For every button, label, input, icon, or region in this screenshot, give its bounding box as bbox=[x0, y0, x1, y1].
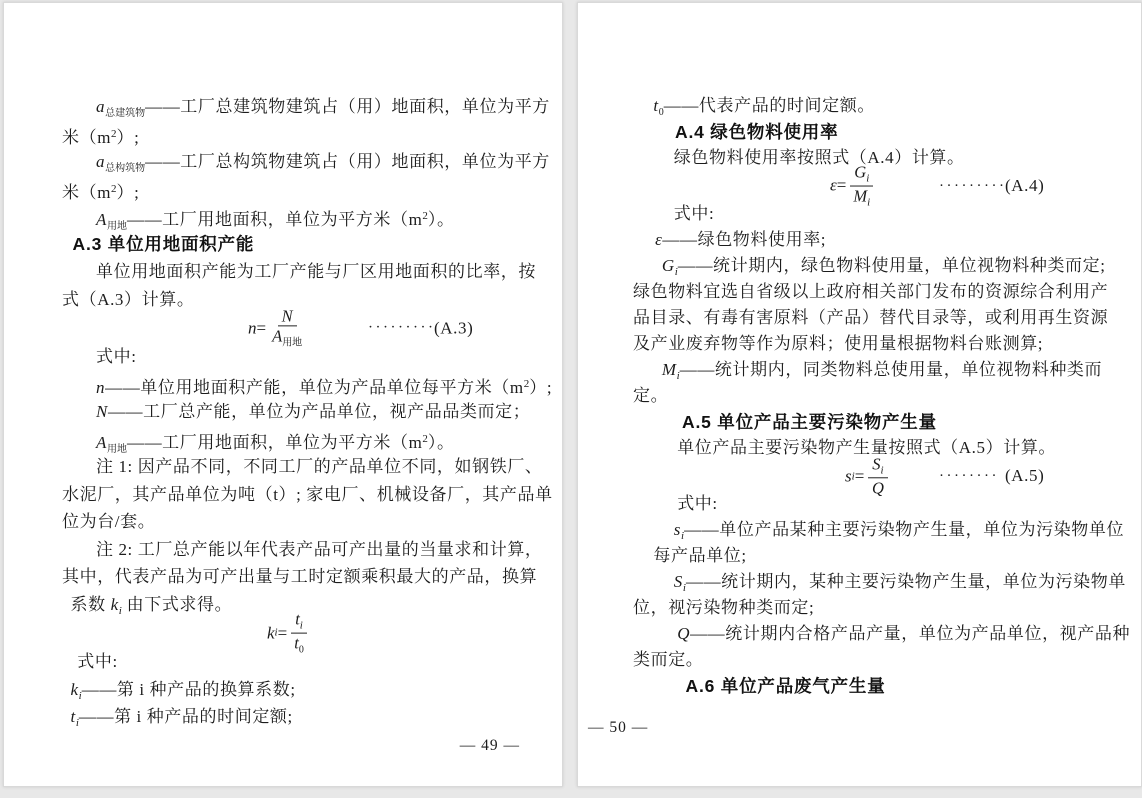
text-segment: 用地 bbox=[106, 443, 127, 455]
text-segment: ——工厂总建筑物建筑占（用）地面积，单位为平方 bbox=[145, 97, 550, 116]
formula-math bbox=[267, 610, 307, 657]
text-segment: 注 1: 因产品不同，不同工厂的产品单位不同，如钢铁厂、 bbox=[96, 457, 543, 476]
formula-leader-dots: ········· bbox=[939, 178, 1007, 194]
text-segment: N bbox=[96, 402, 108, 421]
text-segment: n bbox=[248, 318, 257, 338]
text-line bbox=[62, 203, 544, 231]
text-segment: ——第 i 种产品的时间定额; bbox=[78, 707, 293, 726]
text-line bbox=[62, 398, 544, 426]
text-segment: ——单位用地面积产能，单位为产品单位每平方米（m bbox=[105, 377, 524, 397]
text-segment: 及产业废弃物等作为原料；使用量根据物料台账测算; bbox=[633, 334, 1044, 353]
text-segment: 由下式求得。 bbox=[121, 594, 233, 614]
text-segment: G bbox=[661, 256, 675, 275]
text-line bbox=[633, 647, 1119, 673]
page-number-right: — 50 — bbox=[588, 719, 649, 736]
text-segment: i bbox=[867, 196, 871, 209]
text-segment: 式中: bbox=[677, 494, 718, 513]
text-segment: = bbox=[277, 623, 288, 643]
text-segment: 米（m bbox=[62, 127, 112, 147]
text-segment: 总建筑物 bbox=[105, 108, 146, 119]
text-line bbox=[633, 93, 1119, 119]
text-segment: 用地 bbox=[282, 337, 303, 349]
text-segment: t bbox=[653, 96, 659, 115]
text-segment: 水泥厂，其产品单位为吨（t）; 家电厂、机械设备厂，其产品单 bbox=[62, 484, 553, 504]
text-segment: s bbox=[845, 466, 852, 485]
text-segment: a bbox=[96, 152, 106, 171]
text-line bbox=[633, 383, 1119, 409]
text-segment: ε bbox=[655, 230, 663, 249]
text-line bbox=[633, 227, 1119, 253]
text-line bbox=[62, 563, 544, 591]
formula-math bbox=[830, 163, 873, 210]
text-line bbox=[62, 676, 544, 704]
text-segment: = bbox=[256, 318, 267, 338]
formula-leader-dots: ········· bbox=[368, 319, 436, 336]
text-segment: Q bbox=[677, 624, 691, 643]
text-line bbox=[62, 508, 544, 536]
text-segment: Q bbox=[871, 478, 884, 498]
text-line bbox=[633, 543, 1119, 569]
formula-line bbox=[62, 300, 544, 356]
text-segment: t bbox=[295, 609, 300, 629]
formula-number: (A.3) bbox=[434, 318, 474, 338]
text-segment: k bbox=[110, 594, 119, 614]
text-segment: M bbox=[853, 186, 868, 206]
text-segment: i bbox=[682, 582, 686, 594]
text-segment: 式中: bbox=[96, 347, 137, 366]
text-segment: ）。 bbox=[427, 210, 455, 229]
text-segment: i bbox=[78, 689, 82, 702]
text-segment: A.3 单位用地面积产能 bbox=[72, 233, 255, 254]
text-segment: S bbox=[872, 454, 881, 474]
formula-math bbox=[248, 306, 304, 349]
text-segment: S bbox=[673, 572, 683, 591]
text-segment: n bbox=[96, 377, 106, 397]
fraction bbox=[868, 454, 887, 497]
text-line bbox=[62, 176, 544, 204]
text-line bbox=[633, 569, 1126, 595]
text-segment: ——工厂总构筑物建筑占（用）地面积，单位为平方 bbox=[145, 152, 550, 171]
text-line bbox=[633, 595, 1119, 621]
page-number-left: — 49 — bbox=[459, 736, 520, 754]
section-heading bbox=[633, 673, 1119, 699]
formula-line bbox=[633, 158, 1119, 214]
text-segment: A bbox=[272, 326, 283, 346]
text-segment: 位为台/套。 bbox=[62, 512, 156, 531]
text-segment: i bbox=[299, 619, 303, 632]
text-segment: i bbox=[676, 370, 680, 382]
text-segment: 米（m bbox=[62, 182, 112, 202]
document-page-left bbox=[3, 2, 563, 787]
text-segment: s bbox=[673, 520, 682, 539]
text-segment: ——工厂用地面积，单位为平方米（m bbox=[126, 210, 423, 229]
text-line bbox=[62, 93, 550, 121]
text-segment: 绿色物料使用率按照式（A.4）计算。 bbox=[673, 148, 965, 167]
text-segment: i bbox=[118, 604, 122, 617]
text-segment: 2 bbox=[422, 210, 428, 222]
fraction bbox=[291, 610, 307, 657]
text-segment: 式中: bbox=[77, 652, 118, 671]
text-segment: 品目录、有毒有害原料（产品）替代目录等，或利用再生资源 bbox=[633, 308, 1109, 327]
text-segment: 类而定。 bbox=[633, 650, 704, 669]
text-segment: k bbox=[267, 623, 275, 643]
text-line bbox=[62, 703, 544, 731]
text-line bbox=[62, 148, 550, 176]
text-line bbox=[62, 453, 544, 481]
fraction bbox=[850, 163, 873, 210]
text-segment: 式（A.3）计算。 bbox=[62, 289, 195, 309]
text-segment: 0 bbox=[298, 644, 304, 656]
text-segment: ——代表产品的时间定额。 bbox=[663, 96, 875, 115]
page-left-content bbox=[4, 3, 553, 731]
text-segment: ——统计期内合格产品产量，单位为产品单位，视产品种 bbox=[690, 624, 1131, 643]
formula-leader-dots: ········ bbox=[939, 468, 999, 484]
text-segment: i bbox=[75, 717, 79, 729]
text-segment: ——统计期内，某种主要污染物产生量，单位为污染物单 bbox=[685, 572, 1126, 591]
text-segment: A.4 绿色物料使用率 bbox=[675, 122, 839, 142]
text-segment: ）; bbox=[529, 377, 553, 397]
section-heading bbox=[62, 231, 544, 259]
formula-line bbox=[633, 448, 1119, 504]
text-segment: ）。 bbox=[427, 432, 455, 452]
text-segment: 每产品单位; bbox=[653, 546, 747, 565]
text-segment: i bbox=[674, 266, 678, 278]
page-right-content bbox=[578, 3, 1131, 699]
formula-line bbox=[62, 605, 544, 661]
text-segment: 位，视污染物种类而定; bbox=[633, 598, 815, 617]
formula-math bbox=[845, 454, 888, 497]
text-line bbox=[633, 331, 1119, 357]
text-segment: i bbox=[866, 172, 870, 185]
text-segment: 定。 bbox=[633, 386, 669, 405]
text-segment: A.6 单位产品废气产生量 bbox=[685, 676, 886, 696]
text-segment: 绿色物料宜选自省级以上政府相关部门发布的资源综合利用产 bbox=[633, 282, 1109, 301]
section-heading bbox=[633, 119, 1119, 145]
text-line bbox=[62, 258, 544, 286]
text-segment: k bbox=[70, 679, 79, 699]
text-line bbox=[62, 121, 544, 149]
text-line bbox=[633, 279, 1119, 305]
text-segment: N bbox=[281, 306, 293, 326]
text-segment: 用地 bbox=[106, 221, 127, 232]
text-line bbox=[633, 621, 1131, 647]
text-segment: ε bbox=[830, 176, 837, 195]
text-segment: ——统计期内，绿色物料使用量，单位视物料种类而定; bbox=[677, 256, 1106, 275]
text-line bbox=[633, 305, 1119, 331]
text-segment: ——单位产品某种主要污染物产生量，单位为污染物单位 bbox=[684, 520, 1125, 539]
fraction bbox=[270, 306, 304, 349]
section-heading bbox=[633, 409, 1119, 435]
formula-number: (A.5) bbox=[1005, 466, 1045, 485]
text-segment: M bbox=[661, 360, 677, 379]
text-segment: A bbox=[96, 210, 107, 229]
text-segment: 系数 bbox=[70, 594, 111, 614]
text-segment: 2 bbox=[111, 182, 117, 195]
text-line bbox=[62, 371, 553, 399]
text-segment: 注 2: 工厂总产能以年代表产品可产出量的当量求和计算， bbox=[96, 539, 543, 559]
text-segment: G bbox=[854, 162, 867, 182]
text-line bbox=[633, 517, 1125, 543]
formula-number: (A.4) bbox=[1005, 176, 1045, 195]
text-segment: ——第 i 种产品的换算系数; bbox=[81, 679, 296, 699]
text-segment: a bbox=[96, 97, 106, 116]
text-segment: 其中，代表产品为可产出量与工时定额乘积最大的产品，换算 bbox=[62, 567, 538, 586]
text-segment: ）; bbox=[116, 182, 140, 202]
text-segment: 式中: bbox=[673, 204, 715, 223]
text-segment: A bbox=[96, 432, 107, 452]
text-segment: 2 bbox=[111, 127, 117, 140]
text-segment: = bbox=[854, 466, 865, 485]
text-segment: i bbox=[880, 464, 884, 477]
text-segment: i bbox=[681, 530, 685, 542]
text-segment: t bbox=[294, 633, 299, 653]
text-segment: ——统计期内，同类物料总使用量，单位视物料种类而 bbox=[679, 360, 1103, 379]
text-segment: i bbox=[851, 470, 855, 482]
text-line bbox=[62, 426, 544, 454]
text-segment: ——绿色物料使用率; bbox=[662, 230, 827, 249]
text-segment: 2 bbox=[523, 377, 530, 390]
text-segment: t bbox=[70, 707, 76, 726]
text-segment: = bbox=[836, 176, 847, 195]
text-line bbox=[62, 536, 544, 564]
text-line bbox=[633, 357, 1119, 383]
text-segment: 单位用地面积产能为工厂产能与厂区用地面积的比率，按 bbox=[96, 262, 536, 281]
text-segment: 单位产品主要污染物产生量按照式（A.5）计算。 bbox=[677, 438, 1057, 457]
text-line bbox=[62, 481, 553, 509]
text-segment: 2 bbox=[422, 432, 428, 445]
text-segment: 0 bbox=[658, 107, 664, 118]
text-line bbox=[633, 253, 1119, 279]
text-segment: ——工厂用地面积，单位为平方米（m bbox=[126, 432, 423, 452]
text-segment: i bbox=[274, 626, 278, 639]
text-segment: ）; bbox=[116, 127, 140, 147]
text-segment: ——工厂总产能，单位为产品单位，视产品品类而定； bbox=[107, 402, 531, 421]
text-segment: A.5 单位产品主要污染物产生量 bbox=[682, 412, 937, 432]
text-segment: 总构筑物 bbox=[105, 163, 146, 174]
document-page-right bbox=[577, 2, 1142, 787]
